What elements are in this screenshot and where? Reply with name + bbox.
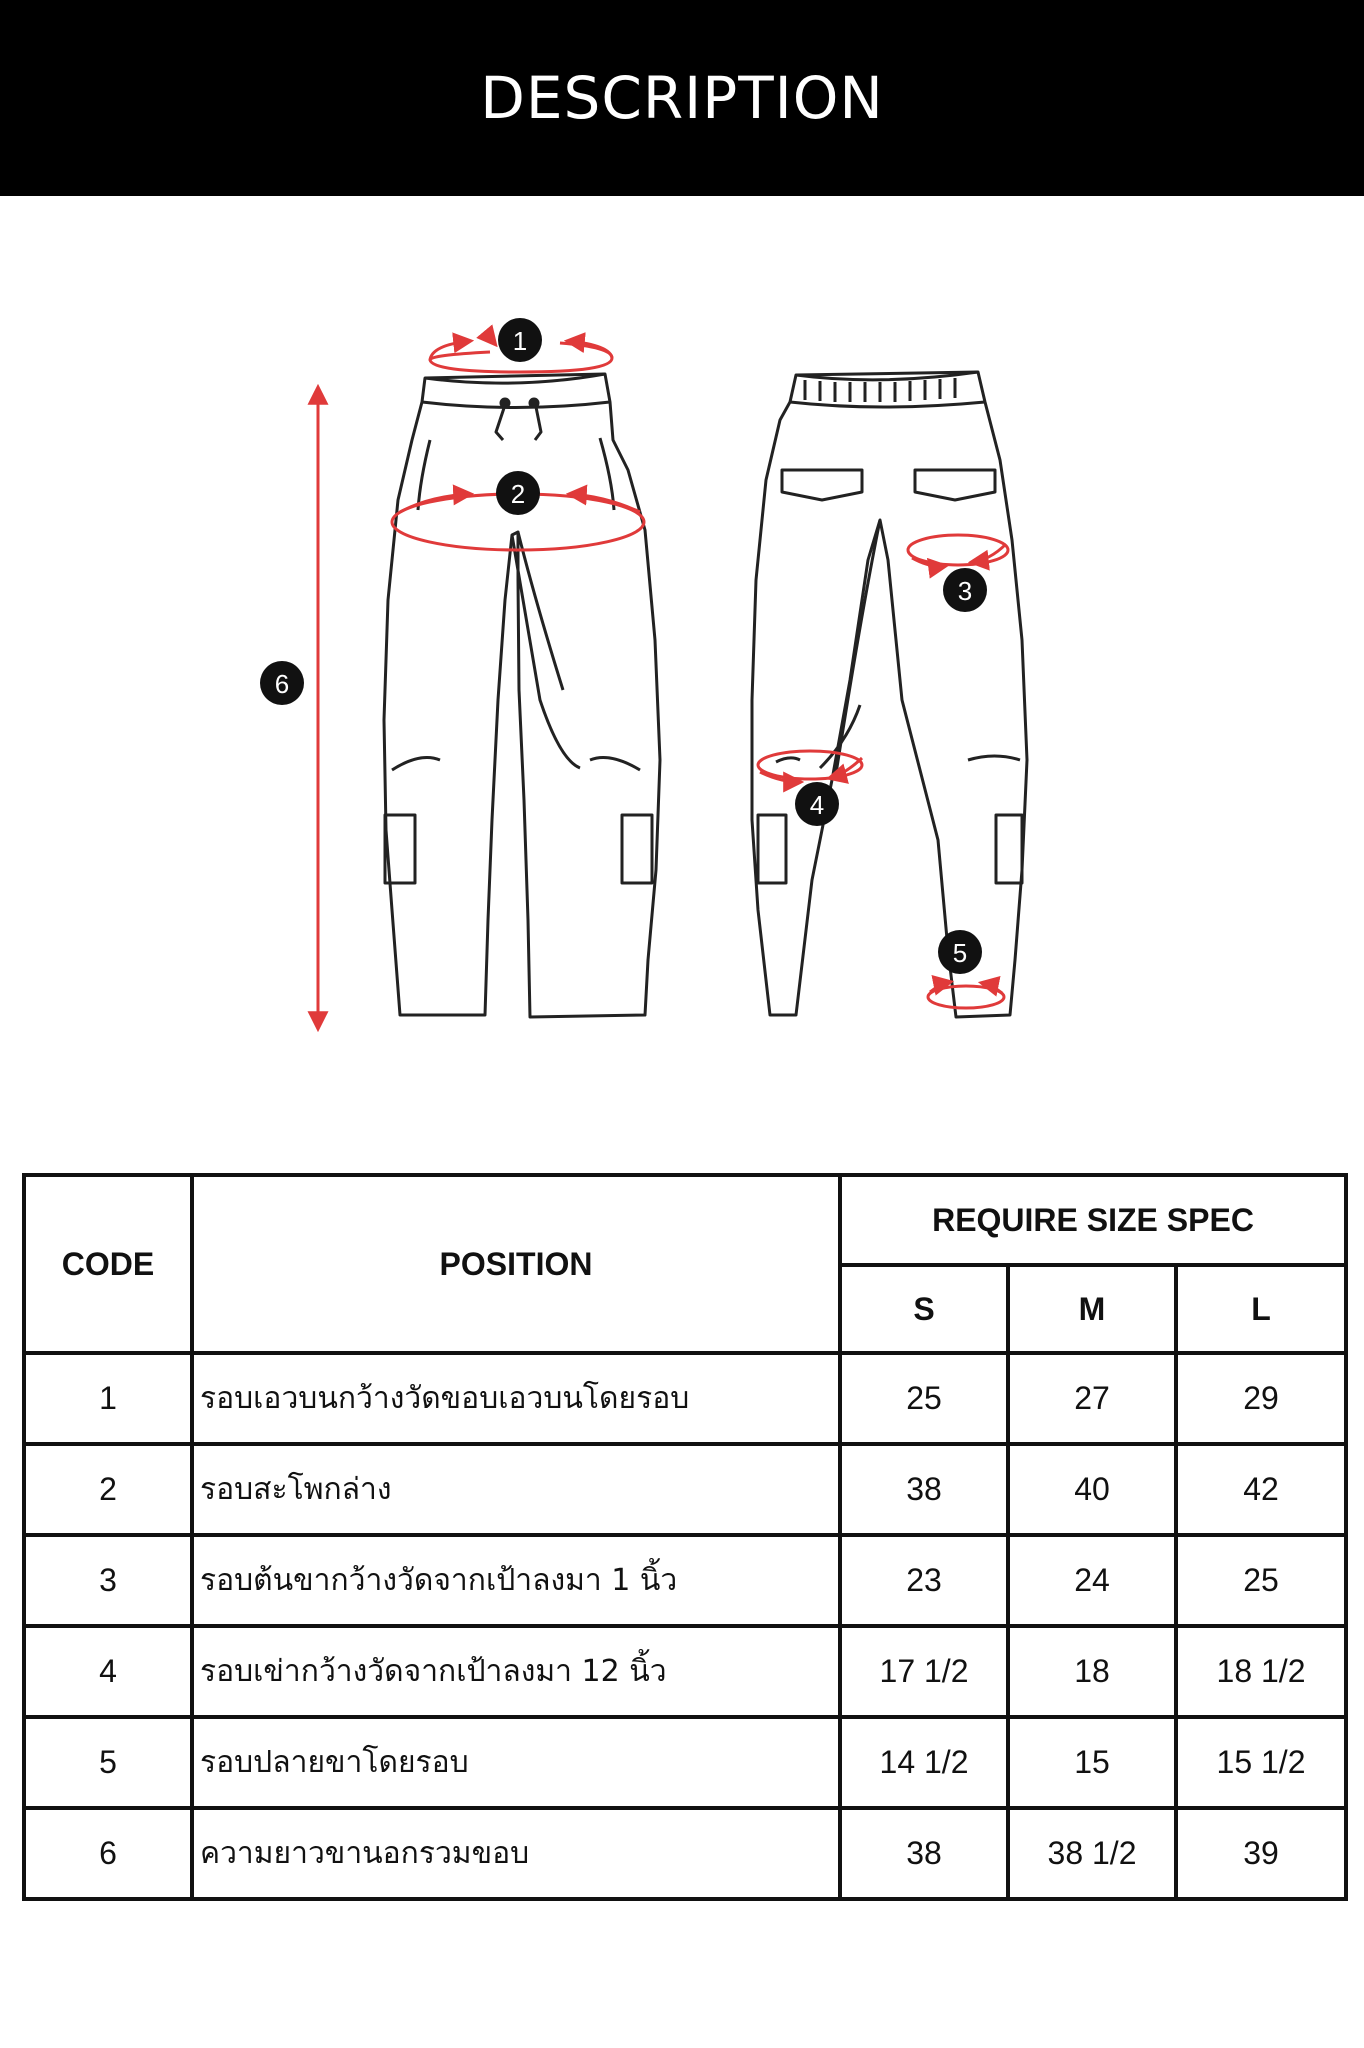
row-size-s: 14 1/2 xyxy=(840,1717,1008,1808)
table-row xyxy=(24,1353,1346,1444)
row-size-s: 25 xyxy=(840,1353,1008,1444)
measurement-arrows xyxy=(318,338,1008,1028)
table-row xyxy=(24,1808,1346,1899)
row-size-s: 23 xyxy=(840,1535,1008,1626)
row-size-m: 38 1/2 xyxy=(1008,1808,1176,1899)
row-size-l: 15 1/2 xyxy=(1176,1717,1346,1808)
table-row xyxy=(24,1626,1346,1717)
marker-2-label: 2 xyxy=(510,479,526,509)
marker-4 xyxy=(795,782,839,826)
row-size-l: 42 xyxy=(1176,1444,1346,1535)
header-size-m: M xyxy=(1008,1265,1176,1353)
row-position: รอบต้นขากว้างวัดจากเป้าลงมา 1 นิ้ว xyxy=(192,1535,840,1626)
row-size-l: 25 xyxy=(1176,1535,1346,1626)
row-size-l: 18 1/2 xyxy=(1176,1626,1346,1717)
page-header xyxy=(0,0,1364,196)
row-code: 4 xyxy=(24,1626,192,1717)
table-row xyxy=(24,1535,1346,1626)
row-size-m: 40 xyxy=(1008,1444,1176,1535)
front-pants-outline xyxy=(384,374,660,1017)
marker-3-label: 3 xyxy=(957,576,973,606)
row-position: รอบเข่ากว้างวัดจากเป้าลงมา 12 นิ้ว xyxy=(192,1626,840,1717)
measurement-diagram xyxy=(0,196,1364,1156)
header-position: POSITION xyxy=(192,1175,840,1353)
marker-1-label: 1 xyxy=(512,326,528,356)
row-code: 1 xyxy=(24,1353,192,1444)
row-size-l: 39 xyxy=(1176,1808,1346,1899)
row-size-m: 18 xyxy=(1008,1626,1176,1717)
row-position: รอบสะโพกล่าง xyxy=(192,1444,840,1535)
marker-3 xyxy=(943,568,987,612)
table-row xyxy=(24,1444,1346,1535)
page-title: DESCRIPTION xyxy=(480,64,884,132)
row-code: 3 xyxy=(24,1535,192,1626)
marker-4-label: 4 xyxy=(809,790,825,820)
row-size-m: 27 xyxy=(1008,1353,1176,1444)
marker-1 xyxy=(498,318,542,362)
row-code: 6 xyxy=(24,1808,192,1899)
row-position: รอบเอวบนกว้างวัดขอบเอวบนโดยรอบ xyxy=(192,1353,840,1444)
row-size-s: 38 xyxy=(840,1444,1008,1535)
size-spec-table xyxy=(22,1173,1348,1901)
row-size-s: 38 xyxy=(840,1808,1008,1899)
marker-6-label: 6 xyxy=(274,669,290,699)
header-size-s: S xyxy=(840,1265,1008,1353)
row-size-m: 24 xyxy=(1008,1535,1176,1626)
header-require-size-spec: REQUIRE SIZE SPEC xyxy=(840,1175,1346,1265)
marker-5 xyxy=(938,930,982,974)
marker-2 xyxy=(496,471,540,515)
row-position: ความยาวขานอกรวมขอบ xyxy=(192,1808,840,1899)
marker-5-label: 5 xyxy=(952,938,968,968)
row-code: 2 xyxy=(24,1444,192,1535)
header-size-l: L xyxy=(1176,1265,1346,1353)
row-position: รอบปลายขาโดยรอบ xyxy=(192,1717,840,1808)
row-size-m: 15 xyxy=(1008,1717,1176,1808)
back-pants-outline xyxy=(752,372,1027,1017)
table-row xyxy=(24,1717,1346,1808)
row-code: 5 xyxy=(24,1717,192,1808)
header-code: CODE xyxy=(24,1175,192,1353)
row-size-l: 29 xyxy=(1176,1353,1346,1444)
marker-6 xyxy=(260,661,304,705)
row-size-s: 17 1/2 xyxy=(840,1626,1008,1717)
